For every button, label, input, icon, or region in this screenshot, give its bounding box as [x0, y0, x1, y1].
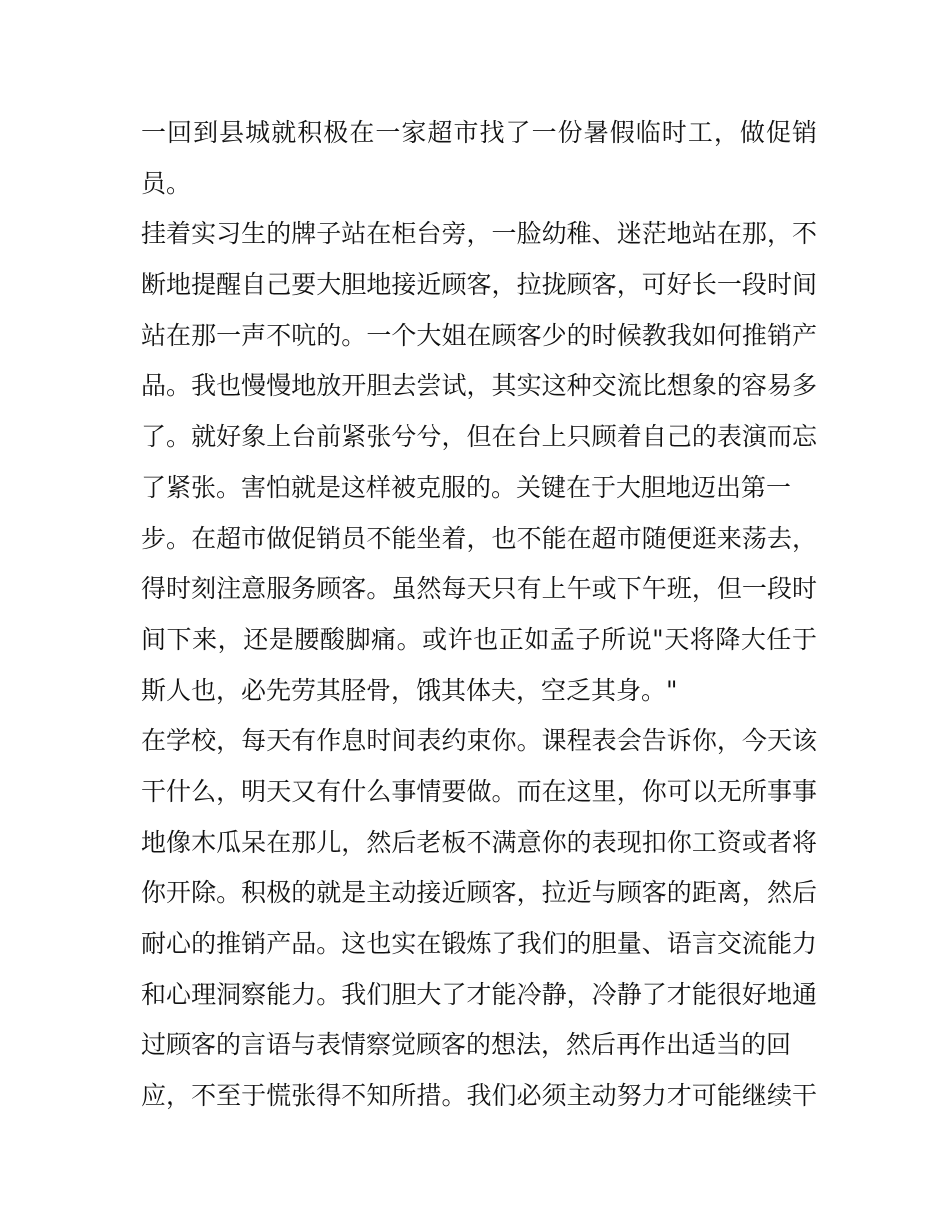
text-line: 地像木瓜呆在那儿，然后老板不满意你的表现扣你工资或者将 — [141, 827, 817, 857]
document-body — [141, 108, 817, 1122]
text-line: 干什么，明天又有什么事情要做。而在这里，你可以无所事事 — [141, 776, 817, 806]
text-line: 在学校，每天有作息时间表约束你。课程表会告诉你，今天该 — [141, 726, 817, 756]
text-line: 挂着实习生的牌子站在柜台旁，一脸幼稚、迷茫地站在那，不 — [141, 219, 817, 249]
text-line: 得时刻注意服务顾客。虽然每天只有上午或下午班，但一段时 — [141, 574, 817, 604]
text-line: 断地提醒自己要大胆地接近顾客，拉拢顾客，可好长一段时间 — [141, 270, 817, 300]
text-line: 了。就好象上台前紧张兮兮，但在台上只顾着自己的表演而忘 — [141, 422, 817, 452]
text-line: 耐心的推销产品。这也实在锻炼了我们的胆量、语言交流能力 — [141, 929, 817, 958]
text-line: 斯人也，必先劳其胫骨，饿其体夫，空乏其身。" — [141, 675, 678, 705]
text-line: 应，不至于慌张得不知所措。我们必须主动努力才可能继续干 — [141, 1081, 817, 1111]
text-line: 过顾客的言语与表情察觉顾客的想法，然后再作出适当的回 — [141, 1030, 792, 1060]
text-line: 你开除。积极的就是主动接近顾客，拉近与顾客的距离，然后 — [141, 878, 817, 908]
text-line: 员。 — [141, 168, 192, 198]
text-line: 站在那一声不吭的。一个大姐在顾客少的时候教我如何推销产 — [141, 320, 817, 350]
text-line: 间下来，还是腰酸脚痛。或许也正如孟子所说"天将降大任于 — [141, 624, 817, 654]
text-line: 品。我也慢慢地放开胆去尝试，其实这种交流比想象的容易多 — [141, 371, 817, 401]
text-line: 了紧张。害怕就是这样被克服的。关键在于大胆地迈出第一 — [141, 472, 792, 502]
text-line: 步。在超市做促销员不能坐着，也不能在超市随便逛来荡去， — [141, 523, 817, 553]
text-line: 一回到县城就积极在一家超市找了一份暑假临时工，做促销 — [141, 118, 817, 147]
text-line: 和心理洞察能力。我们胆大了才能冷静，冷静了才能很好地通 — [141, 979, 817, 1009]
